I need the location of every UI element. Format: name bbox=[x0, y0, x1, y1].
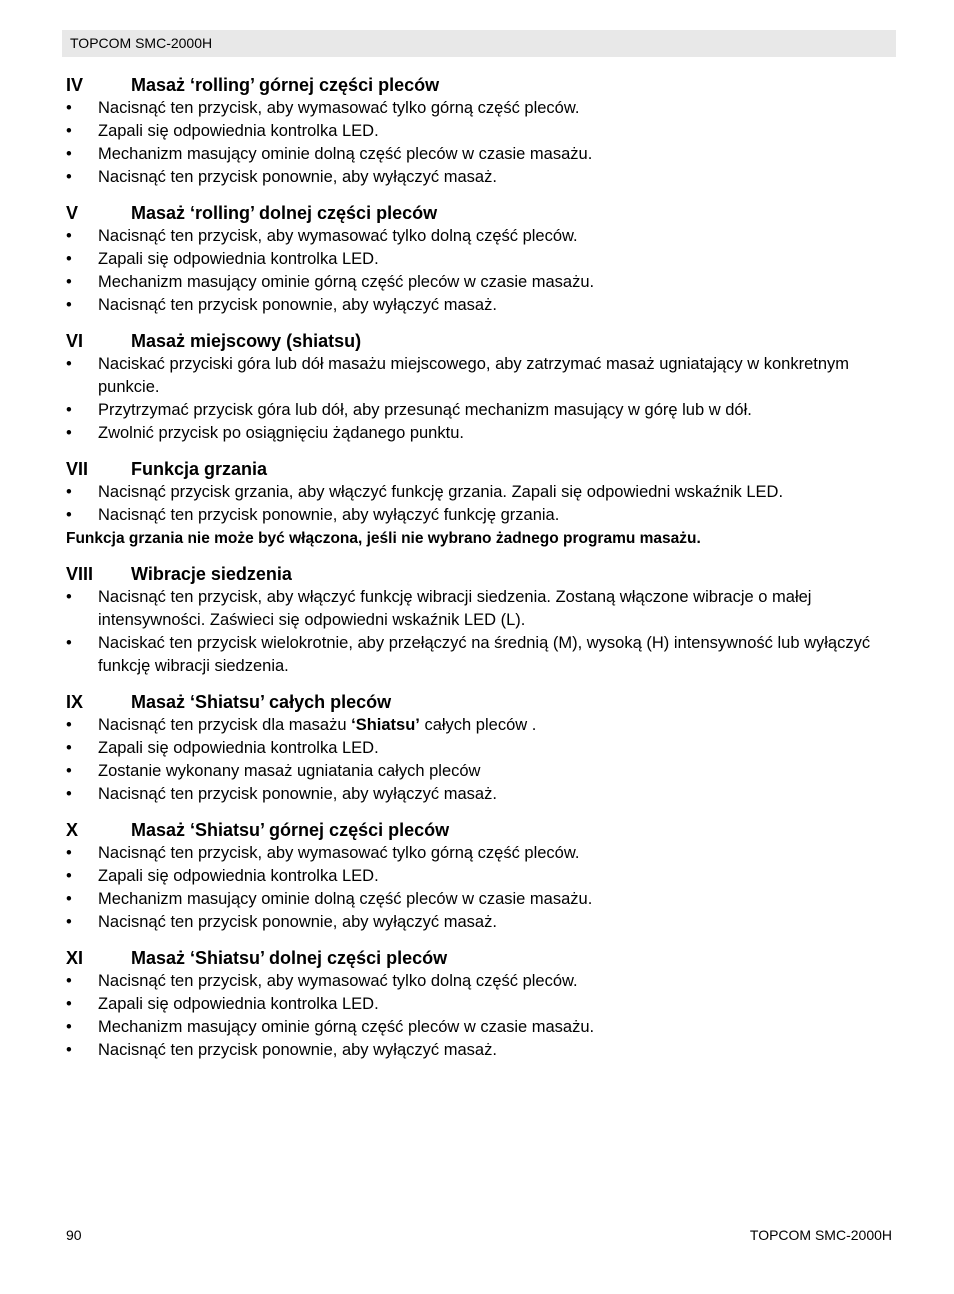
list-item-text: Zapali się odpowiednia kontrolka LED. bbox=[98, 995, 379, 1013]
section-number: X bbox=[66, 820, 79, 840]
bullet-icon: • bbox=[66, 168, 72, 186]
list-item bbox=[66, 1016, 896, 1039]
list-item bbox=[66, 993, 896, 1016]
bullet-list bbox=[66, 842, 896, 934]
bullet-icon: • bbox=[66, 401, 72, 419]
bullet-icon: • bbox=[66, 99, 72, 117]
document-body bbox=[66, 73, 896, 1074]
bullet-icon: • bbox=[66, 506, 72, 524]
bullet-icon: • bbox=[66, 483, 72, 501]
bullet-icon: • bbox=[66, 972, 72, 990]
list-item-text: Nacisnąć ten przycisk ponownie, aby wyłączyć masaż. bbox=[98, 785, 497, 803]
bullet-icon: • bbox=[66, 739, 72, 757]
list-item bbox=[66, 911, 896, 934]
section-number: VIII bbox=[66, 564, 94, 584]
bullet-icon: • bbox=[66, 913, 72, 931]
list-item bbox=[66, 714, 896, 737]
list-item-text: Zostanie wykonany masaż ugniatania całych pleców bbox=[98, 762, 481, 780]
section-number: VII bbox=[66, 459, 89, 479]
list-item bbox=[66, 166, 896, 189]
list-item bbox=[66, 120, 896, 143]
bullet-icon: • bbox=[66, 995, 72, 1013]
section-heading bbox=[66, 946, 896, 970]
list-item bbox=[66, 481, 896, 504]
list-item bbox=[66, 760, 896, 783]
bullet-icon: • bbox=[66, 716, 72, 734]
bullet-icon: • bbox=[66, 424, 72, 442]
bullet-list bbox=[66, 225, 896, 317]
list-item-text: Zapali się odpowiednia kontrolka LED. bbox=[98, 867, 379, 885]
section-note: Funkcja grzania nie może być włączona, jeśli nie wybrano żadnego programu masażu. bbox=[66, 530, 701, 547]
section-number: IV bbox=[66, 75, 84, 95]
header-title: TOPCOM SMC-2000H bbox=[70, 35, 213, 51]
list-item-text: Nacisnąć ten przycisk, aby wymasować tylko górną część pleców. bbox=[98, 844, 580, 862]
list-item bbox=[66, 399, 896, 422]
section-heading bbox=[66, 690, 896, 714]
bullet-icon: • bbox=[66, 122, 72, 140]
list-item bbox=[66, 143, 896, 166]
section-title: Masaż ‘Shiatsu’ całych pleców bbox=[131, 692, 392, 712]
bullet-list bbox=[66, 97, 896, 189]
list-item bbox=[66, 632, 896, 678]
page-number: 90 bbox=[66, 1227, 82, 1243]
list-item-text bbox=[98, 714, 896, 737]
section bbox=[66, 329, 896, 445]
list-item bbox=[66, 294, 896, 317]
section bbox=[66, 73, 896, 189]
section-title: Masaż ‘rolling’ górnej części pleców bbox=[131, 75, 440, 95]
section-title: Masaż ‘Shiatsu’ górnej części pleców bbox=[131, 820, 450, 840]
list-item-text: Mechanizm masujący ominie dolną część pleców w czasie masażu. bbox=[98, 890, 593, 908]
bullet-list bbox=[66, 970, 896, 1062]
list-item-emphasis: ‘Shiatsu’ bbox=[351, 716, 420, 734]
list-item bbox=[66, 1039, 896, 1062]
list-item bbox=[66, 888, 896, 911]
list-item-text: Nacisnąć ten przycisk ponownie, aby wyłączyć masaż. bbox=[98, 168, 497, 186]
section-title: Masaż ‘rolling’ dolnej części pleców bbox=[131, 203, 438, 223]
list-item-text: Mechanizm masujący ominie dolną część pleców w czasie masażu. bbox=[98, 145, 593, 163]
bullet-icon: • bbox=[66, 588, 72, 606]
section bbox=[66, 201, 896, 317]
list-item-text: Przytrzymać przycisk góra lub dół, aby przesunąć mechanizm masujący w górę lub w dół. bbox=[98, 401, 752, 419]
list-item-text: Nacisnąć ten przycisk ponownie, aby wyłączyć masaż. bbox=[98, 1041, 497, 1059]
list-item-text: Mechanizm masujący ominie górną część pleców w czasie masażu. bbox=[98, 273, 595, 291]
list-item bbox=[66, 225, 896, 248]
section-heading bbox=[66, 329, 896, 353]
section-number: IX bbox=[66, 692, 84, 712]
section bbox=[66, 690, 896, 806]
bullet-icon: • bbox=[66, 296, 72, 314]
list-item-text: Zapali się odpowiednia kontrolka LED. bbox=[98, 122, 379, 140]
list-item-text: Nacisnąć ten przycisk, aby włączyć funkcję wibracji siedzenia. Zostaną włączone wibracje o małej intensywności. Zaświeci się odpowiedni wskaźnik LED (L). bbox=[98, 588, 812, 629]
bullet-icon: • bbox=[66, 890, 72, 908]
bullet-list bbox=[66, 714, 896, 806]
section-title: Masaż miejscowy (shiatsu) bbox=[131, 331, 362, 351]
list-item-text: Zwolnić przycisk po osiągnięciu żądanego punktu. bbox=[98, 424, 464, 442]
list-item-text: Nacisnąć przycisk grzania, aby włączyć funkcję grzania. Zapali się odpowiedni wskaźnik LED. bbox=[98, 483, 784, 501]
list-item-text: Nacisnąć ten przycisk, aby wymasować tylko dolną część pleców. bbox=[98, 227, 578, 245]
section bbox=[66, 818, 896, 934]
list-item bbox=[66, 271, 896, 294]
bullet-icon: • bbox=[66, 227, 72, 245]
section-title: Funkcja grzania bbox=[131, 459, 268, 479]
bullet-icon: • bbox=[66, 145, 72, 163]
section-number: XI bbox=[66, 948, 84, 968]
section-number: V bbox=[66, 203, 79, 223]
section bbox=[66, 457, 896, 550]
list-item-text: Naciskać przyciski góra lub dół masażu miejscowego, aby zatrzymać masaż ugniatający w konkretnym punkcie. bbox=[98, 355, 850, 396]
page-header bbox=[62, 30, 896, 57]
bullet-list bbox=[66, 481, 896, 527]
list-item-text: Nacisnąć ten przycisk ponownie, aby wyłączyć masaż. bbox=[98, 913, 497, 931]
list-item bbox=[66, 865, 896, 888]
list-item-text-part: Nacisnąć ten przycisk dla masażu bbox=[98, 716, 352, 734]
section-heading bbox=[66, 73, 896, 97]
bullet-icon: • bbox=[66, 634, 72, 652]
list-item bbox=[66, 97, 896, 120]
section bbox=[66, 946, 896, 1062]
section bbox=[66, 562, 896, 678]
bullet-icon: • bbox=[66, 867, 72, 885]
bullet-icon: • bbox=[66, 844, 72, 862]
list-item-text: Mechanizm masujący ominie górną część pleców w czasie masażu. bbox=[98, 1018, 595, 1036]
list-item bbox=[66, 353, 896, 399]
section-heading bbox=[66, 562, 896, 586]
list-item-text: Naciskać ten przycisk wielokrotnie, aby przełączyć na średnią (M), wysoką (H) intensywność lub wyłączyć funkcję wibracji siedzenia. bbox=[98, 634, 871, 675]
list-item bbox=[66, 737, 896, 760]
list-item-text: Zapali się odpowiednia kontrolka LED. bbox=[98, 250, 379, 268]
bullet-icon: • bbox=[66, 1018, 72, 1036]
section-heading bbox=[66, 457, 896, 481]
list-item bbox=[66, 842, 896, 865]
section-heading bbox=[66, 201, 896, 225]
section-number: VI bbox=[66, 331, 84, 351]
list-item-text: Nacisnąć ten przycisk ponownie, aby wyłączyć funkcję grzania. bbox=[98, 506, 560, 524]
section-title: Masaż ‘Shiatsu’ dolnej części pleców bbox=[131, 948, 448, 968]
bullet-icon: • bbox=[66, 355, 72, 373]
list-item-text: Nacisnąć ten przycisk, aby wymasować tylko górną część pleców. bbox=[98, 99, 580, 117]
list-item-text: Nacisnąć ten przycisk ponownie, aby wyłączyć masaż. bbox=[98, 296, 497, 314]
footer-brand: TOPCOM SMC-2000H bbox=[749, 1227, 892, 1243]
bullet-icon: • bbox=[66, 273, 72, 291]
bullet-list bbox=[66, 353, 896, 445]
bullet-list bbox=[66, 586, 896, 678]
bullet-icon: • bbox=[66, 1041, 72, 1059]
bullet-icon: • bbox=[66, 762, 72, 780]
list-item bbox=[66, 970, 896, 993]
section-heading bbox=[66, 818, 896, 842]
bullet-icon: • bbox=[66, 785, 72, 803]
section-title: Wibracje siedzenia bbox=[131, 564, 292, 584]
list-item bbox=[66, 586, 896, 632]
list-item bbox=[66, 504, 896, 527]
list-item bbox=[66, 422, 896, 445]
list-item bbox=[66, 783, 896, 806]
list-item-text-part: całych pleców . bbox=[419, 716, 537, 734]
bullet-icon: • bbox=[66, 250, 72, 268]
list-item bbox=[66, 248, 896, 271]
list-item-text: Nacisnąć ten przycisk, aby wymasować tylko dolną część pleców. bbox=[98, 972, 578, 990]
list-item-text: Zapali się odpowiednia kontrolka LED. bbox=[98, 739, 379, 757]
